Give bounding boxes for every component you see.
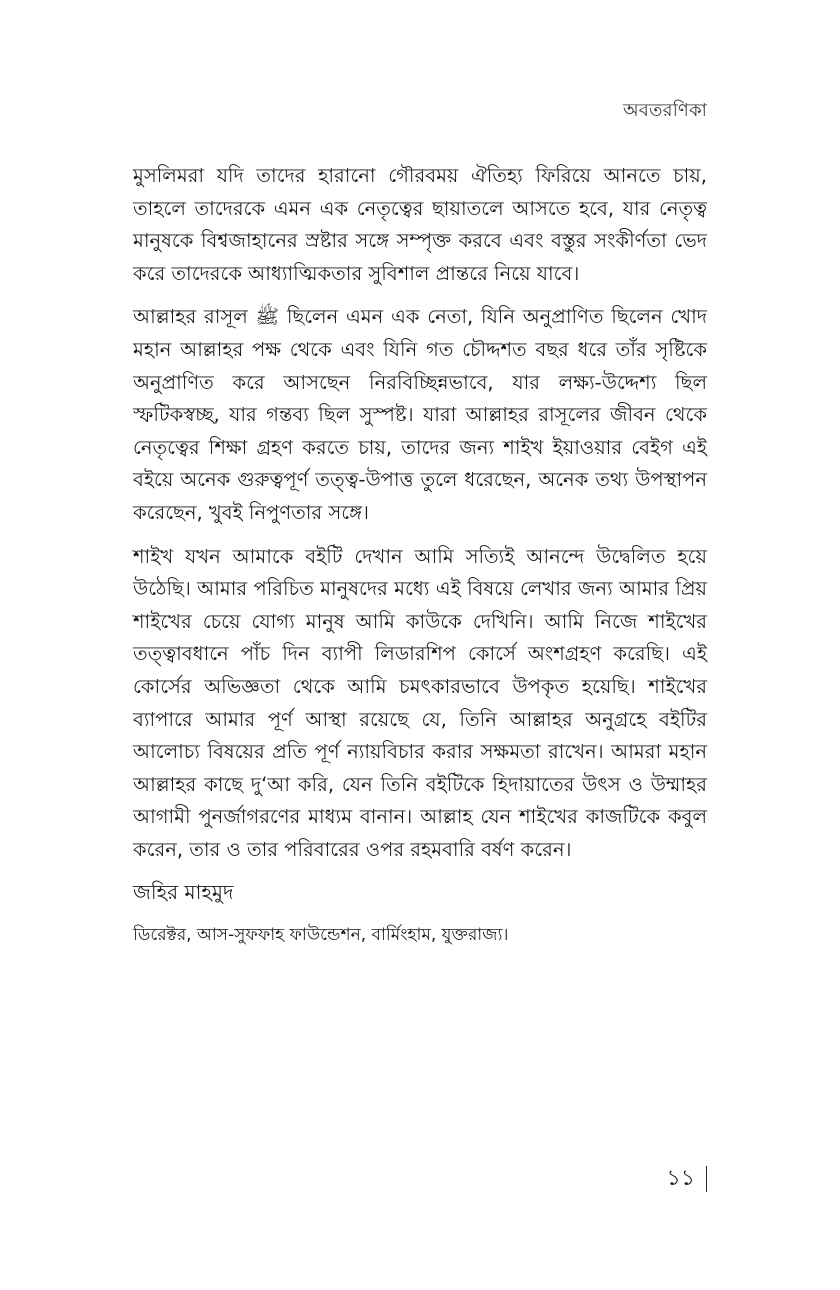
author-title: ডিরেক্টর, আস-সুফফাহ ফাউন্ডেশন, বার্মিংহাম, যুক্তরাজ্য। bbox=[133, 925, 509, 945]
page-number: ১১ bbox=[666, 1166, 695, 1191]
paragraph-3: শাইখ যখন আমাকে বইটি দেখান আমি সত্যিই আনন্দে উদ্বেলিত হয়ে উঠেছি। আমার পরিচিত মানুষদের মধ্যে এই বিষয়ে লেখার জন্য আমার প্রিয় শাইখের চেয়ে যোগ্য মানুষ আমি কাউকে দেখিনি। আমি নিজে শাইখের তত্ত্বাবধানে পাঁচ দিন ব্যাপী লিডারশিপ কোর্সে অংশগ্রহণ করেছি। এই কোর্সের অভিজ্ঞতা থেকে আমি চমৎকারভাবে উপকৃত হয়েছি। শাইখের ব্যাপারে আমার পূর্ণ আস্থা রয়েছে যে, তিনি আল্লাহর অনুগ্রহে বইটির আলোচ্য বিষয়ের প্রতি পূর্ণ ন্যায়বিচার করার সক্ষমতা রাখেন। আমরা মহান আল্লাহর কাছে দু‘আ করি, যেন তিনি বইটিকে হিদায়াতের উৎস ও উম্মাহর আগামী পুনর্জাগরণের মাধ্যম বানান। আল্লাহ যেন শাইখের কাজটিকে কবুল করেন, তার ও তার পরিবারের ওপর রহমবারি বর্ষণ করেন। bbox=[133, 544, 707, 861]
author-name: জহির মাহমুদ bbox=[133, 880, 234, 904]
paragraph-2: আল্লাহর রাসূল ﷺ ছিলেন এমন এক নেতা, যিনি অনুপ্রাণিত ছিলেন খোদ মহান আল্লাহর পক্ষ থেকে এবং যিনি গত চৌদ্দশত বছর ধরে তাঁর সৃষ্টিকে অনুপ্রাণিত করে আসছেন নিরবিচ্ছিন্নভাবে, যার লক্ষ্য-উদ্দেশ্য ছিল স্ফটিকস্বচ্ছ, যার গন্তব্য ছিল সুস্পষ্ট। যারা আল্লাহর রাসূলের জীবন থেকে নেতৃত্বের শিক্ষা গ্রহণ করতে চায়, তাদের জন্য শাইখ ইয়াওয়ার বেইগ এই বইয়ে অনেক গুরুত্বপূর্ণ তত্ত্ব-উপাত্ত তুলে ধরেছেন, অনেক তথ্য উপস্থাপন করেছেন, খুবই নিপুণতার সঙ্গে। bbox=[133, 305, 707, 524]
running-header: অবতরণিকা bbox=[622, 100, 707, 121]
paragraph-1: মুসলিমরা যদি তাদের হারানো গৌরবময় ঐতিহ্য ফিরিয়ে আনতে চায়, তাহলে তাদেরকে এমন এক নেতৃত্বের ছায়াতলে আসতে হবে, যার নেতৃত্ব মানুষকে বিশ্বজাহানের স্রষ্টার সঙ্গে সম্পৃক্ত করবে এবং বস্তুর সংকীর্ণতা ভেদ করে তাদেরকে আধ্যাত্মিকতার সুবিশাল প্রান্তরে নিয়ে যাবে। bbox=[133, 164, 707, 285]
signature-block bbox=[133, 878, 707, 948]
page-footer bbox=[666, 1166, 707, 1192]
body-text bbox=[133, 160, 707, 877]
folio-divider bbox=[706, 1166, 707, 1192]
